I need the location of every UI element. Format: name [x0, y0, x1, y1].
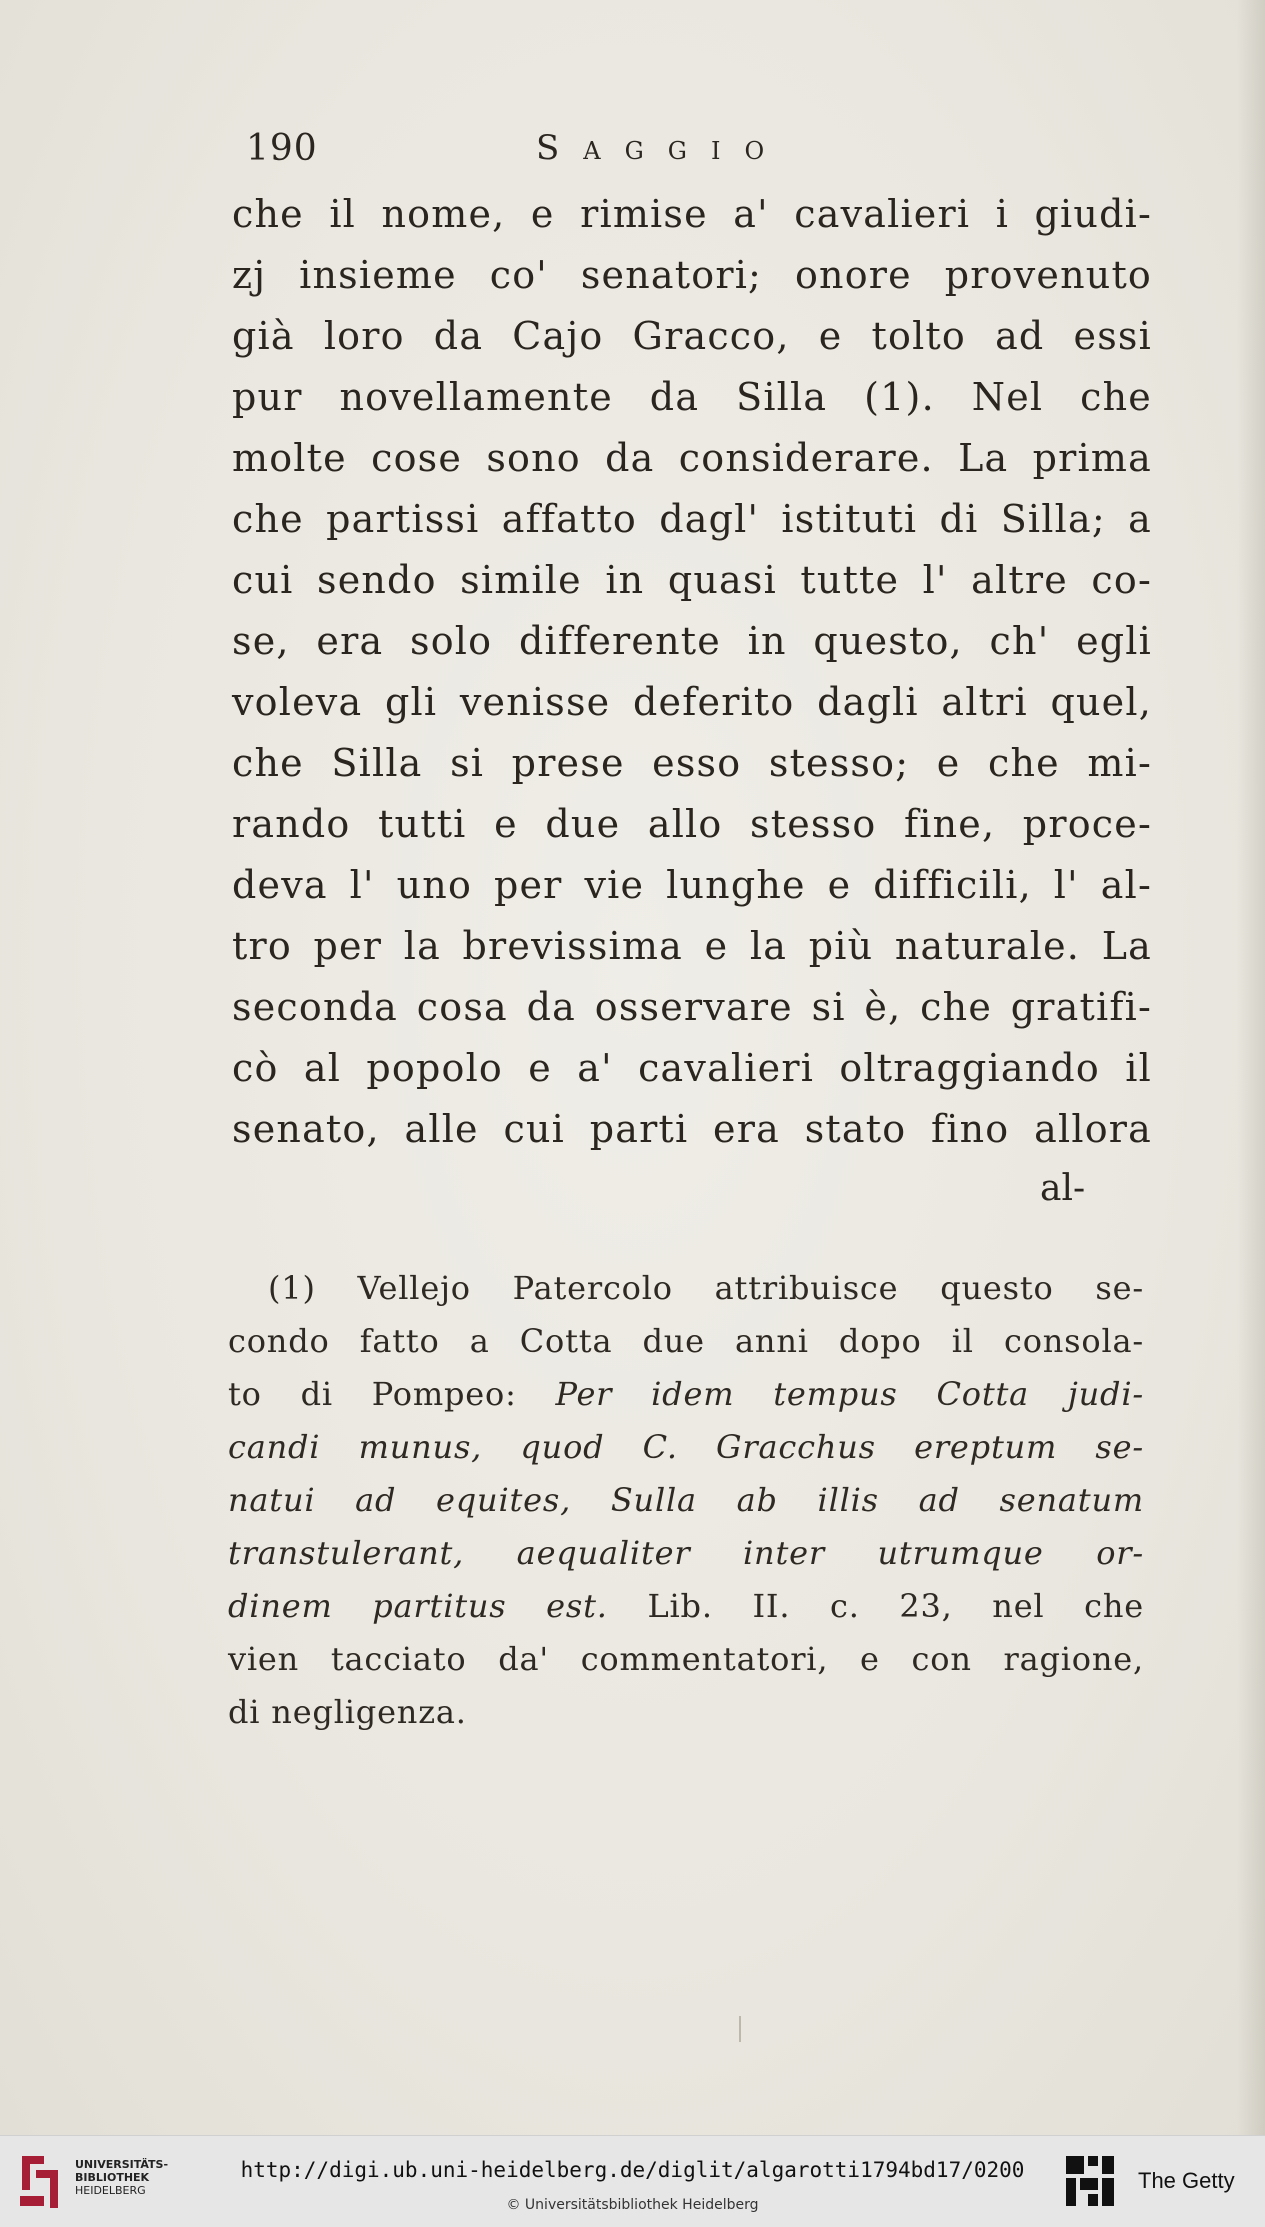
body-line: tro per la brevissima e la più naturale. La	[232, 924, 1152, 968]
footnote-line	[228, 1474, 1144, 1527]
body-line: già loro da Cajo Gracco, e tolto ad essi	[232, 314, 1152, 358]
footnote-text: Lib. II. c. 23, nel che	[607, 1587, 1145, 1625]
footnote-quote: dinem partitus est.	[228, 1587, 608, 1625]
catchword: al-	[1040, 1168, 1086, 1209]
footnote-quote: Per idem tempus Cotta judi-	[555, 1375, 1144, 1413]
running-title: Saggio	[536, 128, 789, 168]
page-number: 190	[246, 128, 318, 169]
body-line: senato, alle cui parti era stato fino allora	[232, 1107, 1152, 1151]
body-line: pur novellamente da Silla (1). Nel che	[232, 375, 1152, 419]
library-name-line: UNIVERSITÄTS-	[75, 2158, 169, 2171]
footnote-quote: candi munus, quod C. Gracchus ereptum se-	[228, 1428, 1144, 1466]
body-line: rando tutti e due allo stesso fine, proce-	[232, 802, 1152, 846]
body-line: zj insieme co' senatori; onore provenuto	[232, 253, 1152, 297]
library-name-line: BIBLIOTHEK	[75, 2171, 150, 2184]
getty-logo-icon[interactable]	[1062, 2152, 1118, 2212]
page-edge-shadow	[1237, 0, 1265, 2135]
footnote-line	[228, 1421, 1144, 1474]
viewer-footer	[0, 2135, 1265, 2227]
sponsor-name[interactable]: The Getty	[1138, 2168, 1235, 2193]
footnote-quote: natui ad equites, Sulla ab illis ad senatum	[228, 1481, 1144, 1519]
body-line: seconda cosa da osservare si è, che gratifi-	[232, 985, 1152, 1029]
library-name-line: HEIDELBERG	[75, 2184, 146, 2197]
footnote	[228, 1262, 1144, 1739]
footnote-line: vien tacciato da' commentatori, e con ragione,	[228, 1640, 1144, 1678]
footnote-line: di negligenza.	[228, 1693, 467, 1731]
footnote-quote: transtulerant, aequaliter inter utrumque or-	[228, 1534, 1144, 1572]
running-head	[246, 128, 1206, 174]
footnote-line	[228, 1580, 1144, 1633]
body-line: che il nome, e rimise a' cavalieri i giudi-	[232, 192, 1152, 236]
body-line: che partissi affatto dagl' istituti di Silla; a	[232, 497, 1152, 541]
body-line: cò al popolo e a' cavalieri oltraggiando il	[232, 1046, 1152, 1090]
body-line: deva l' uno per vie lunghe e difficili, l' al-	[232, 863, 1152, 907]
footnote-line: condo fatto a Cotta due anni dopo il consola-	[228, 1322, 1144, 1360]
footnote-line: (1) Vellejo Patercolo attribuisce questo se-	[268, 1269, 1144, 1307]
footnote-line	[228, 1527, 1144, 1580]
body-text	[232, 184, 1152, 1160]
body-line: cui sendo simile in quasi tutte l' altre co-	[232, 558, 1152, 602]
body-line: che Silla si prese esso stesso; e che mi-	[232, 741, 1152, 785]
copyright-notice: © Universitätsbibliothek Heidelberg	[506, 2197, 759, 2213]
footnote-line	[228, 1368, 1144, 1421]
body-line: se, era solo differente in questo, ch' egli	[232, 619, 1152, 663]
body-line: voleva gli venisse deferito dagli altri quel,	[232, 680, 1152, 724]
footnote-text: to di Pompeo:	[228, 1375, 556, 1413]
permalink-url[interactable]: http://digi.ub.uni-heidelberg.de/diglit/algarotti1794bd17/0200	[240, 2158, 1025, 2182]
body-line: molte cose sono da considerare. La prima	[232, 436, 1152, 480]
paper-blemish	[739, 2016, 741, 2042]
